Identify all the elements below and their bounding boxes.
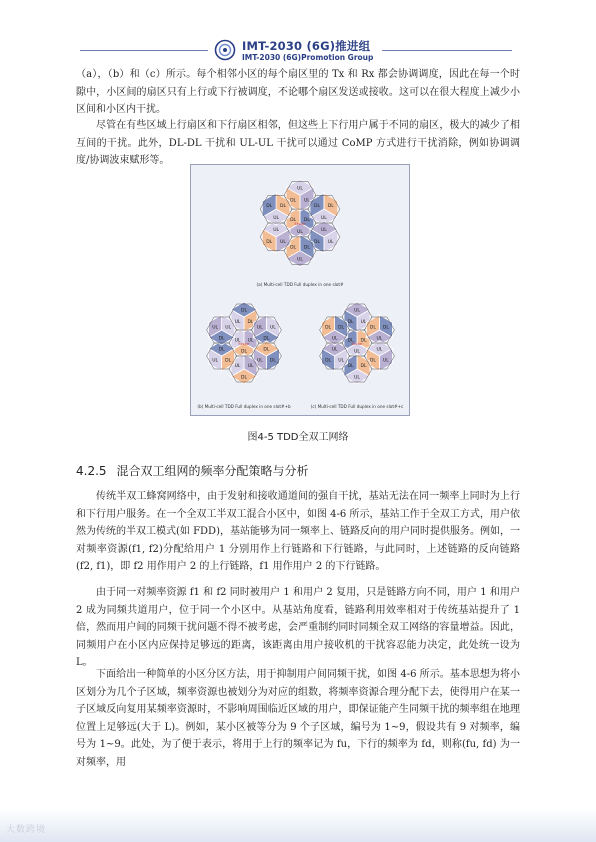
sector-label: DL (269, 358, 276, 364)
sector-label: UL (303, 198, 310, 204)
sector-label: UL (212, 325, 219, 331)
header-subtitle: IMT-2030 (6G)Promotion Group (242, 53, 374, 62)
sector-label: UL (280, 239, 286, 245)
sector-label: DL (369, 325, 376, 331)
sector-label: UL (269, 325, 276, 331)
header-title: IMT-2030 (6G)推进组 (242, 39, 371, 53)
sector-label: DL (218, 347, 225, 353)
sector-label: DL (225, 358, 232, 364)
sector-label: UL (234, 319, 241, 325)
sector-label: UL (225, 325, 232, 331)
sector-label: UL (338, 358, 345, 364)
sector-label: DL (325, 358, 332, 364)
sector-label: DL (360, 364, 367, 370)
section-number: 4.2.5 (76, 464, 107, 478)
sector-label: UL (320, 216, 327, 222)
page-header (0, 0, 596, 64)
sector-label: DL (241, 349, 247, 355)
sector-label: UL (320, 227, 327, 233)
sector-label: DL (290, 198, 297, 204)
figure-caption: 图4-5 TDD全双工网络 (247, 432, 349, 443)
sector-label: DL (338, 325, 345, 331)
sector-label: DL (266, 239, 273, 245)
subfigure-b-caption: (b) Multi-cell TDD Full duplex in one slot#+b (197, 404, 291, 409)
sector-label: DL (303, 218, 310, 223)
sector-label: UL (382, 358, 389, 364)
paragraph-3: 传统半双工蜂窝网络中，由于发射和接收通道间的强自干扰，基站无法在同一频率上同时为上行和下行用户服务。在一个全双工半双工混合小区中，如图 4-6 所示，基站工作于全双工方式，用户依然为传统的半双工模式(如 FDD)，基站能够为同一频率上、链路反向的用户同时提供服务。例如，一对频率资源(f1, f2)分配给用户 1 分别用作上行链路和下行链路，与此同时，上述链路的反向链路(f2, f1)，即 f2 用作用户 2 的上行链路，f1 用作用户 2 的下行链路。 (76, 491, 520, 572)
paragraph-1: （a），（b）和（c）所示。每个相邻小区的每个扇区里的 Tx 和 Rx 都会协调调度，因此在每一个时隙中，小区间的扇区只有上行或下行被调度，不论哪个扇区发送或接收。这可以在很大程度上减少小区间和小区内干扰。 (76, 69, 520, 115)
sector-label: UL (212, 358, 219, 364)
sector-label: UL (376, 347, 383, 353)
sector-label: DL (382, 325, 389, 331)
sector-label: UL (354, 308, 360, 314)
section-heading (76, 462, 309, 479)
sector-label: UL (331, 347, 338, 353)
subfigure-a-caption: (a) Multi-cell TDD Full duplex in one slot# (256, 282, 344, 287)
sector-label: UL (256, 358, 263, 364)
sector-label: UL (247, 364, 254, 370)
sector-label: DL (347, 319, 354, 325)
page-footer (0, 808, 596, 842)
sector-label: UL (297, 230, 303, 235)
sector-label: DL (303, 245, 310, 251)
sector-label: DL (290, 245, 297, 251)
paragraph-5: 下面给出一种简单的小区分区方法，用于抑制用户间同频干扰，如图 4-6 所示。基本思想为将小区划分为几个子区域，频率资源也被划分为对应的组数，将频率资源合理分配下去，使得用户在某一子区域反向复用某频率资源时，不影响周围临近区域的用户，即保证能产生同频干扰的频率组在地理位置上足够远(大于 L)。例如，某小区被等分为 9 个子区域，编号为 1~9，假设共有 9 对频率，编号为 1~9。此处，为了便于表示，将用于上行的频率记为 fu，下行的频率为 fd，则称(fu, fd) 为一对频率，用 (76, 669, 520, 768)
sector-label: DL (325, 325, 332, 331)
sector-label: UL (273, 216, 280, 222)
subfigure-c-caption: (c) Multi-cell TDD Full duplex in one slot#+c (310, 404, 404, 409)
sector-label: DL (218, 336, 225, 342)
sector-label: UL (331, 336, 338, 342)
sector-label: DL (247, 319, 254, 325)
sector-label: UL (234, 338, 241, 344)
sector-label: DL (360, 338, 367, 344)
footer-watermark: 大数跨境 (6, 825, 47, 835)
paragraph-2: 尽管在有些区域上行扇区和下行扇区相邻，但这些上下行用户属于不同的扇区，极大的减少了相互间的干扰。此外，DL-DL 干扰和 UL-UL 干扰可以通过 CoMP 方式进行干扰消除，例如协调调度/协调波束赋形等。 (76, 120, 520, 166)
sector-label: DL (263, 336, 270, 342)
imt2030-logo-icon (213, 39, 237, 61)
sector-label: DL (314, 204, 320, 210)
sector-label: DL (347, 338, 354, 344)
sector-label: DL (280, 204, 286, 210)
sector-center-label: Sector (238, 342, 250, 346)
sector-label: UL (234, 364, 241, 370)
sector-center-label: Sector (351, 342, 363, 346)
section-title: 混合双工组网的频率分配策略与分析 (116, 464, 309, 478)
sector-label: UL (297, 257, 303, 263)
sector-label: DL (241, 308, 247, 314)
sector-label: DL (347, 364, 354, 370)
sector-label: DL (314, 239, 320, 245)
sector-label: DL (266, 204, 273, 210)
sector-label: UL (273, 227, 280, 233)
sector-label: DL (327, 204, 334, 210)
header-rule-left (80, 50, 208, 51)
sector-label: DL (263, 347, 270, 353)
sector-label: DL (290, 218, 297, 223)
tdd-full-duplex-figure (190, 164, 410, 416)
paragraph-4: 由于同一对频率资源 f1 和 f2 同时被用户 1 和用户 2 复用，只是链路方向不同，用户 1 和用户 2 成为同频共道用户，位于同一个小区中。从基站角度看，链路利用效率相对于传统基站提升了 1 倍，然而用户间的同频干扰问题不得不被考虑，会严重制约同时同频全双工网络的容量增益。因此，同频用户在小区内应保持足够远的距离，该距离由用户接收机的干扰容忍能力决定，此处统一设为 L。 (76, 587, 520, 668)
sector-label: UL (327, 239, 334, 245)
sector-label: UL (297, 186, 303, 192)
sector-label: UL (247, 338, 254, 344)
sector-label: DL (241, 375, 247, 381)
header-rule-right (382, 50, 512, 51)
sector-label: UL (354, 375, 360, 381)
sector-center-label: Sector (294, 222, 306, 226)
hexagon-network-diagram (191, 165, 409, 415)
sector-label: UL (354, 349, 360, 355)
sector-label: UL (376, 336, 383, 342)
sector-label: UL (360, 319, 367, 325)
sector-label: DL (369, 358, 376, 364)
sector-label: UL (256, 325, 263, 331)
